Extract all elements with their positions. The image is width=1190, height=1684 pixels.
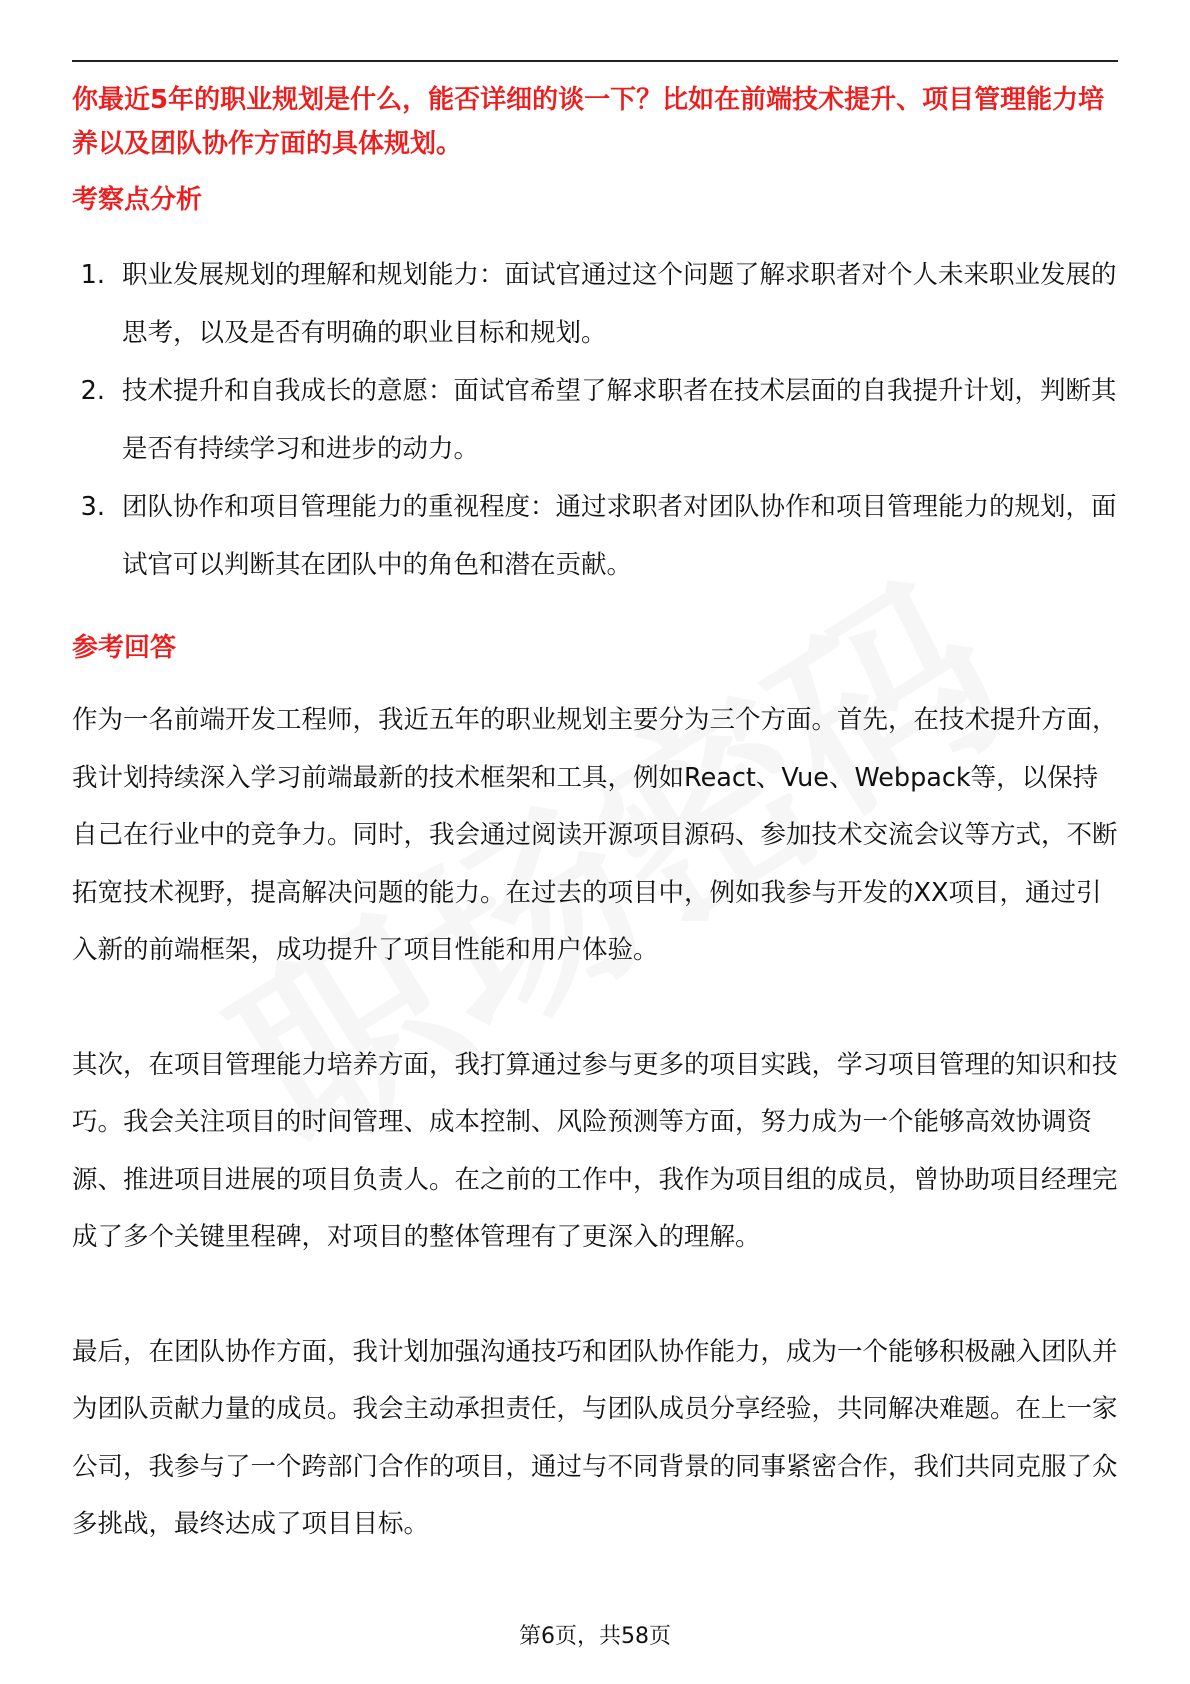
answer-paragraph: 最后，在团队协作方面，我计划加强沟通技巧和团队协作能力，成为一个能够积极融入团队并为团队贡献力量的成员。我会主动承担责任，与团队成员分享经验，共同解决难题。在上一家公司，我参与了一个跨部门合作的项目，通过与不同背景的同事紧密合作，我们共同克服了众多挑战，最终达成了项目目标。 xyxy=(72,1336,1118,1539)
analysis-item-number: 1. xyxy=(80,260,105,290)
analysis-item-number: 3. xyxy=(80,492,105,522)
answer-paragraph: 作为一名前端开发工程师，我近五年的职业规划主要分为三个方面。首先，在技术提升方面，我计划持续深入学习前端最新的技术框架和工具，例如React、Vue、Webpack等，以保持自己在行业中的竞争力。同时，我会通过阅读开源项目源码、参加技术交流会议等方式，不断拓宽技术视野，提高解决问题的能力。在过去的项目中，例如我参与开发的XX项目，通过引入新的前端框架，成功提升了项目性能和用户体验。 xyxy=(72,705,1118,965)
analysis-item-text: 团队协作和项目管理能力的重视程度：通过求职者对团队协作和项目管理能力的规划，面试官可以判断其在团队中的角色和潜在贡献。 xyxy=(122,492,1117,580)
analysis-item xyxy=(72,478,1118,594)
answer-paragraph: 其次，在项目管理能力培养方面，我打算通过参与更多的项目实践，学习项目管理的知识和技巧。我会关注项目的时间管理、成本控制、风险预测等方面，努力成为一个能够高效协调资源、推进项目进展的项目负责人。在之前的工作中，我作为项目组的成员，曾协助项目经理完成了多个关键里程碑，对项目的整体管理有了更深入的理解。 xyxy=(72,1049,1118,1252)
top-rule xyxy=(72,60,1118,62)
analysis-item-text: 职业发展规划的理解和规划能力：面试官通过这个问题了解求职者对个人未来职业发展的思考，以及是否有明确的职业目标和规划。 xyxy=(122,260,1117,348)
question-title: 你最近5年的职业规划是什么，能否详细的谈一下？比如在前端技术提升、项目管理能力培养以及团队协作方面的具体规划。 xyxy=(72,85,1105,159)
analysis-list xyxy=(72,246,1118,594)
analysis-item xyxy=(72,362,1118,478)
analysis-item-text: 技术提升和自我成长的意愿：面试官希望了解求职者在技术层面的自我提升计划，判断其是否有持续学习和进步的动力。 xyxy=(122,376,1117,464)
page-number: 第6页，共58页 xyxy=(519,1624,671,1649)
analysis-item xyxy=(72,246,1118,362)
answer-heading: 参考回答 xyxy=(72,633,177,663)
analysis-item-number: 2. xyxy=(80,376,105,406)
analysis-heading: 考察点分析 xyxy=(72,185,203,215)
page-content xyxy=(72,78,1118,1554)
